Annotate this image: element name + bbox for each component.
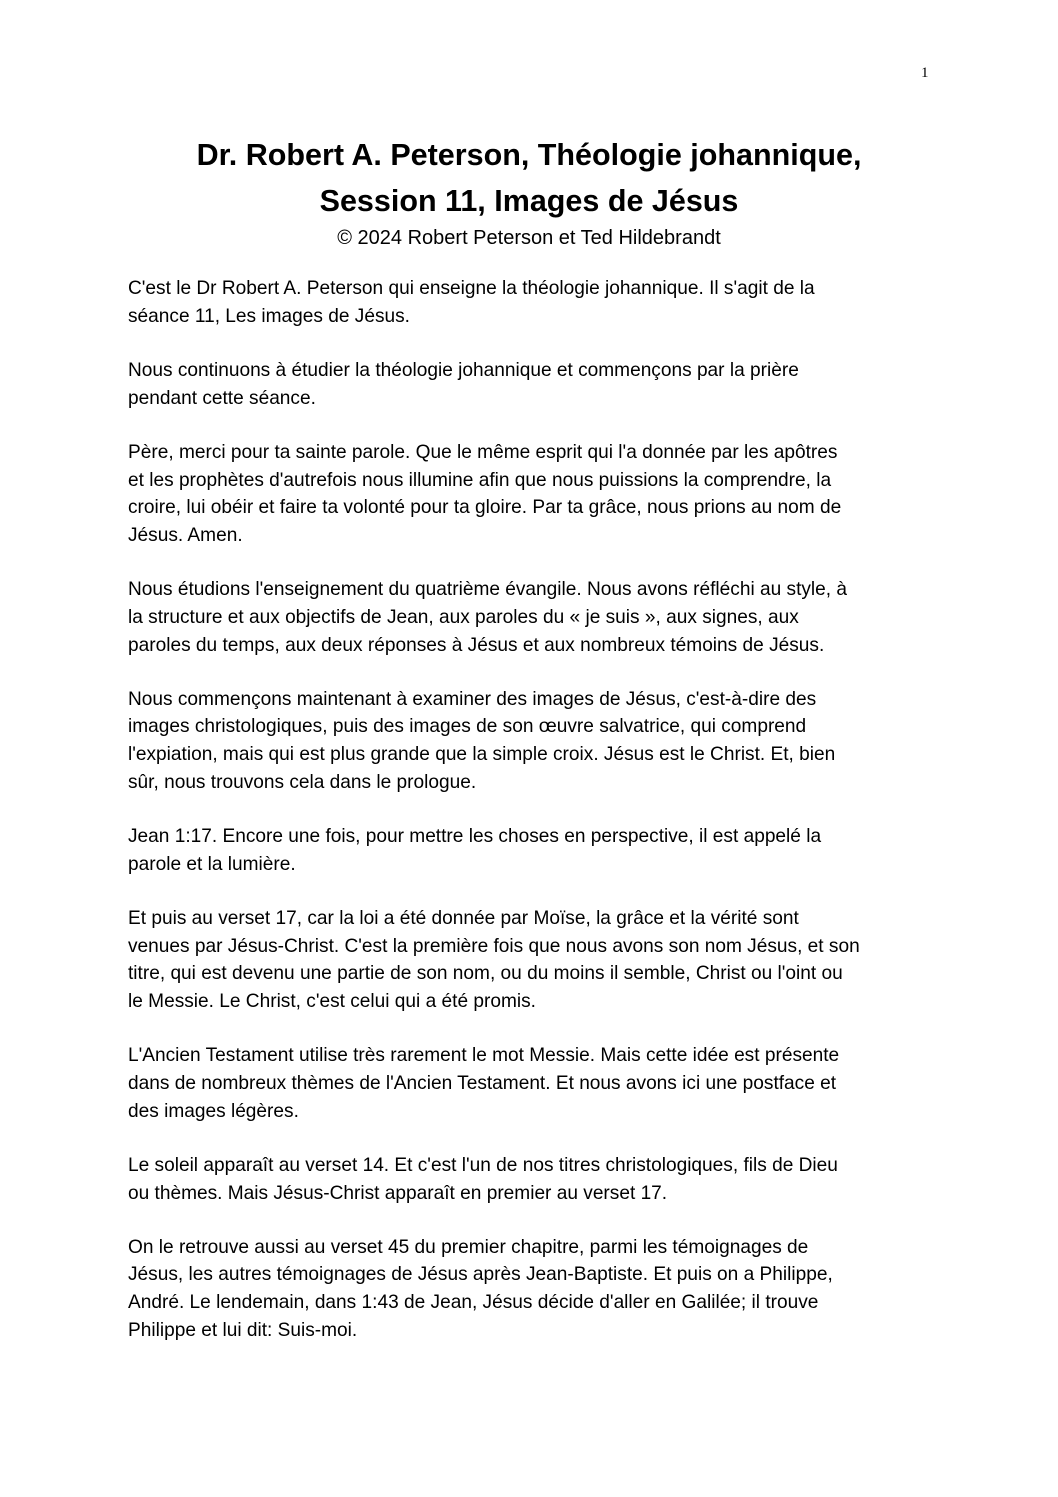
paragraph: Nous continuons à étudier la théologie johannique et commençons par la prière pendant cette séance. <box>128 359 799 409</box>
document-body <box>128 275 938 1371</box>
paragraph: Nous commençons maintenant à examiner des images de Jésus, c'est-à-dire des images christologiques, puis des images de son œuvre salvatrice, qui comprend l'expiation, mais qui est plus grande que la simple croix. Jésus est le Christ. Et, bien sûr, nous trouvons cela dans le prologue. <box>128 688 836 793</box>
page-number: 1 <box>921 65 929 81</box>
paragraph: Et puis au verset 17, car la loi a été donnée par Moïse, la grâce et la vérité sont venues par Jésus-Christ. C'est la première fois que nous avons son nom Jésus, et son titre, qui est devenu une partie de son nom, ou du moins il semble, Christ ou l'oint ou le Messie. Le Christ, c'est celui qui a été promis. <box>128 907 860 1013</box>
paragraph: C'est le Dr Robert A. Peterson qui enseigne la théologie johannique. Il s'agit de la séance 11, Les images de Jésus. <box>128 278 815 327</box>
paragraph: L'Ancien Testament utilise très rarement le mot Messie. Mais cette idée est présente dans de nombreux thèmes de l'Ancien Testament. Et nous avons ici une postface et des images légères. <box>128 1045 840 1122</box>
paragraph: Jean 1:17. Encore une fois, pour mettre les choses en perspective, il est appelé la parole et la lumière. <box>128 826 822 875</box>
title-line-2: Session 11, Images de Jésus <box>319 184 739 218</box>
document-header <box>100 132 958 250</box>
paragraph: Nous étudions l'enseignement du quatrième évangile. Nous avons réfléchi au style, à la structure et aux objectifs de Jean, aux paroles du « je suis », aux signes, aux paroles du temps, aux deux réponses à Jésus et aux nombreux témoins de Jésus. <box>128 579 848 656</box>
title-line-1: Dr. Robert A. Peterson, Théologie johannique, <box>196 138 862 172</box>
paragraph: Le soleil apparaît au verset 14. Et c'est l'un de nos titres christologiques, fils de Dieu ou thèmes. Mais Jésus-Christ apparaît en premier au verset 17. <box>128 1154 838 1204</box>
document-title <box>100 132 958 224</box>
paragraph: Père, merci pour ta sainte parole. Que le même esprit qui l'a donnée par les apôtres et les prophètes d'autrefois nous illumine afin que nous puissions la comprendre, la croire, lui obéir et faire ta volonté pour ta gloire. Par ta grâce, nous prions au nom de Jésus. Amen. <box>128 441 842 546</box>
copyright-line: © 2024 Robert Peterson et Ted Hildebrandt <box>337 227 721 249</box>
paragraph: On le retrouve aussi au verset 45 du premier chapitre, parmi les témoignages de Jésus, les autres témoignages de Jésus après Jean-Baptiste. Et puis on a Philippe, André. Le lendemain, dans 1:43 de Jean, Jésus décide d'aller en Galilée; il trouve Philippe et lui dit: Suis-moi. <box>128 1236 833 1341</box>
